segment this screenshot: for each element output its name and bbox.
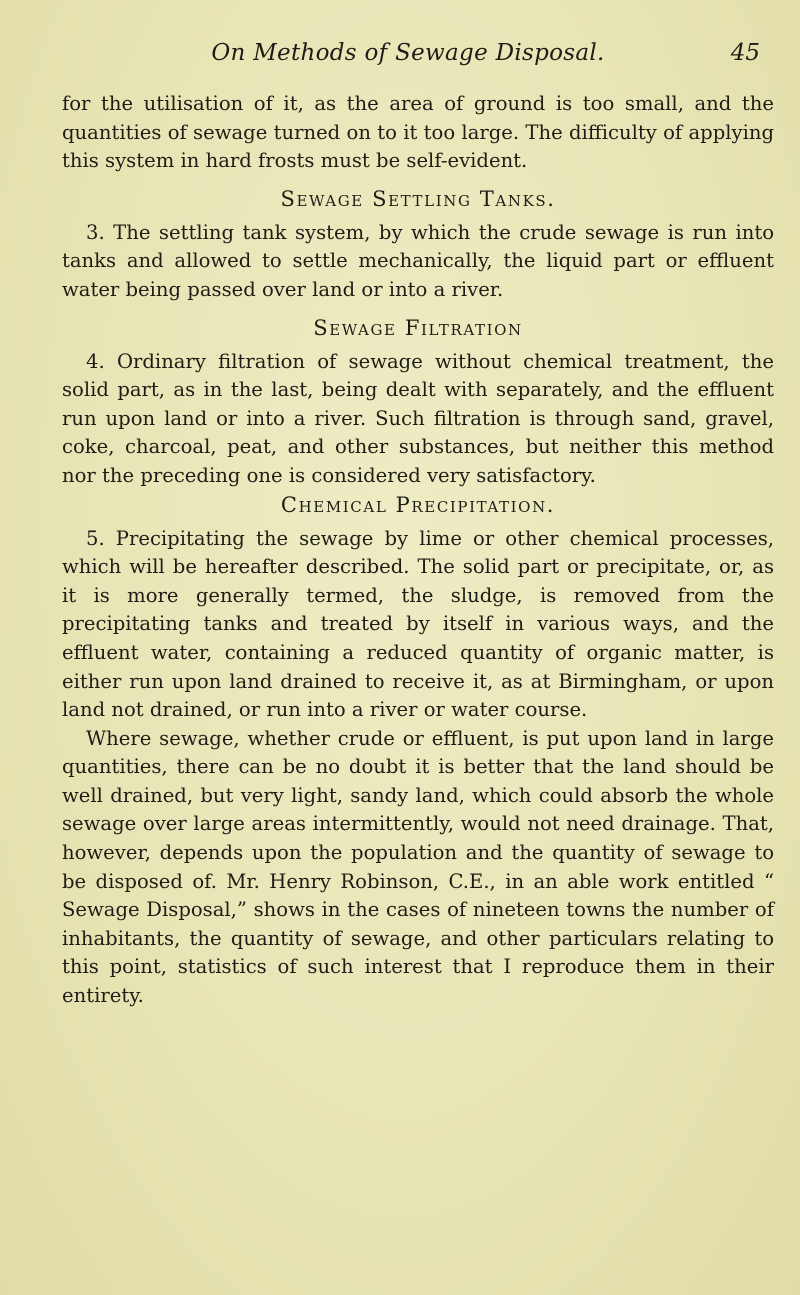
paragraph-chemical: 5. Precipitating the sewage by lime or other chemical processes, which will be hereafter described. The solid part or precipitate, or, as it is more generally termed, the sludge, is removed from the precipitating tanks and treated by itself in various ways, and the effluent water, containing a reduced quantity of organic matter, is either run upon land drained to receive it, as at Birmingham, or upon land not drained, or run into a river or water course. <box>62 526 774 722</box>
page-number: 45 <box>730 40 760 66</box>
paragraph-settling: 3. The settling tank system, by which the crude sewage is run into tanks and allowed to settle mechanically, the liquid part or effluent water being passed over land or into a river. <box>62 220 774 301</box>
running-title: On Methods of Sewage Disposal. <box>211 40 605 66</box>
paragraph-continuation: for the utilisation of it, as the area of ground is too small, and the quantities of sewage turned on to it too large. The difficulty of applying this system in hard frosts must be self-evident. <box>62 92 774 173</box>
heading-settling-tanks: Sewage Settling Tanks. <box>280 186 556 211</box>
paragraph-where-sewage: Where sewage, whether crude or effluent, is put upon land in large quantities, there can be no doubt it is better that the land should be well drained, but very light, sandy land, which could absorb the whole sewage over large areas intermittently, would not need drainage. That, however, depends upon the population and the quantity of sewage to be disposed of. Mr. Henry Robinson, C.E., in an able work entitled “ Sewage Disposal,” shows in the cases of nineteen towns the number of inhabitants, the quantity of sewage, and other particulars relating to this point, statistics of such interest that I reproduce them in their entirety. <box>62 726 774 1008</box>
heading-filtration: Sewage Filtration <box>313 315 523 340</box>
paragraph-filtration: 4. Ordinary filtration of sewage without chemical treatment, the solid part, as in the last, being dealt with separately, and the effluent run upon land or into a river. Such filtration is through sand, gravel, coke, charcoal, peat, and other substances, but neither this method nor the preceding one is considered very satisfactory. <box>62 349 774 487</box>
running-head <box>62 40 774 90</box>
heading-chemical-precipitation: Chemical Precipitation. <box>280 492 556 517</box>
